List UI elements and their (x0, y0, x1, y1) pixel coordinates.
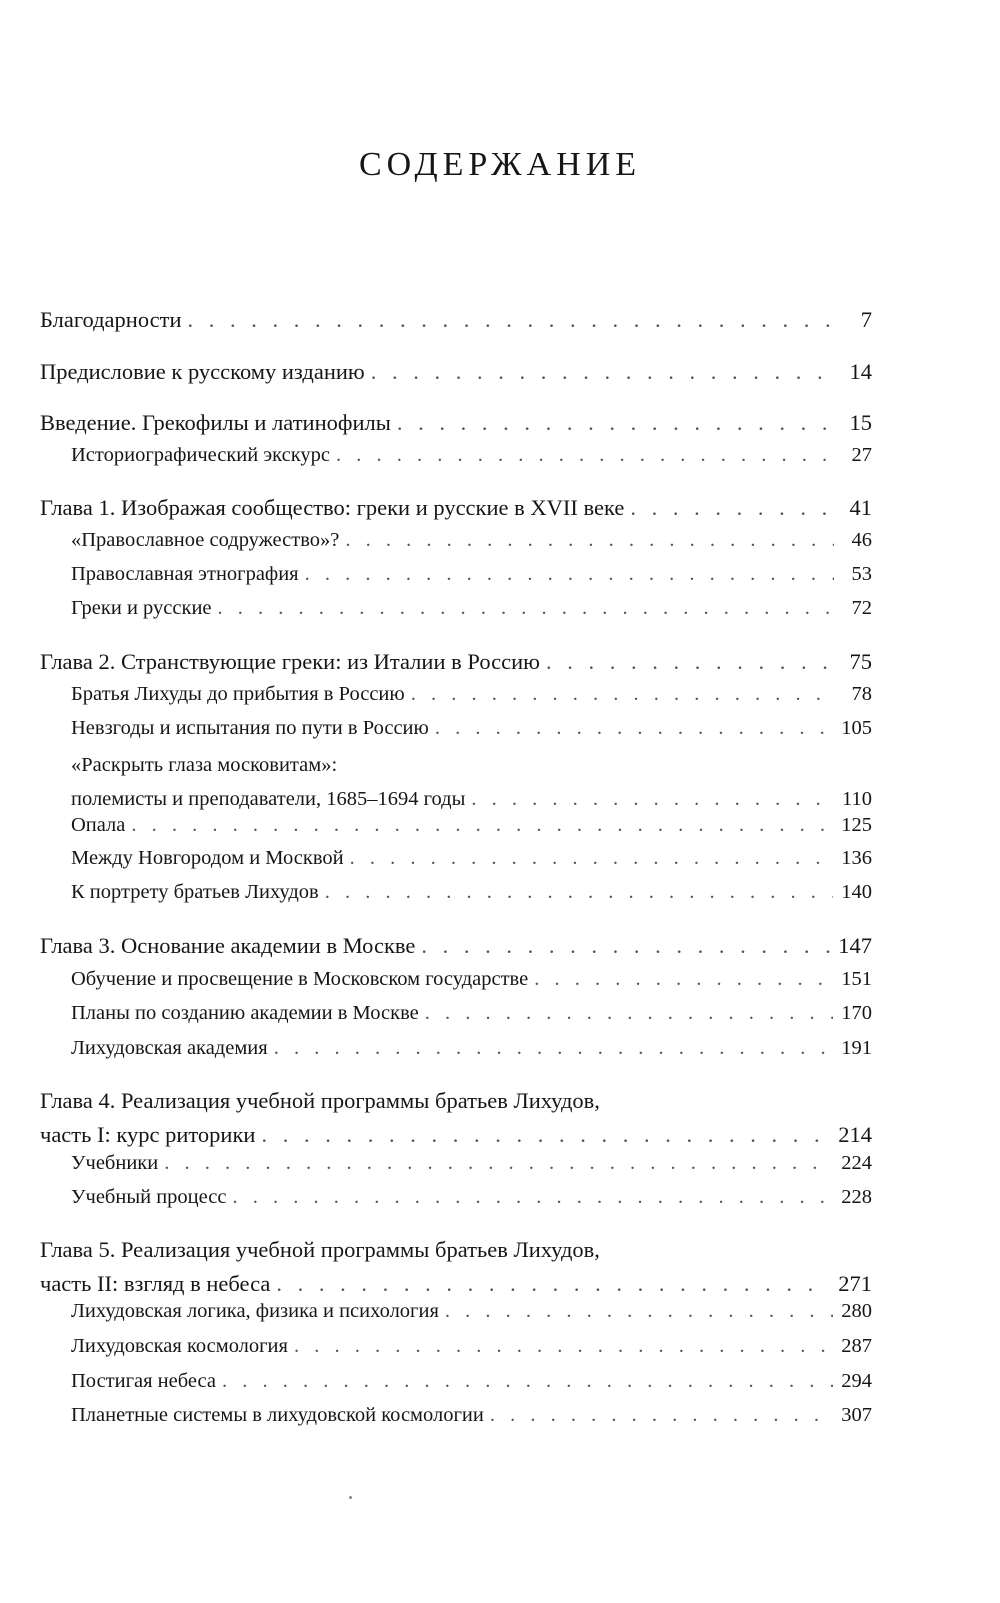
dot-leader (164, 1146, 833, 1180)
toc-entry-title: Греки и русские (71, 597, 212, 619)
toc-entry-title-line1: Глава 4. Реализация учебной программы братьев Лихудов, (40, 1088, 600, 1113)
toc-entry-title: часть I: курс риторики (40, 1122, 256, 1147)
toc-page-number: 140 (841, 881, 872, 903)
toc-entry-title: Лихудовская логика, физика и психология (71, 1300, 439, 1322)
toc-subentry (71, 438, 872, 472)
toc-page-number: 271 (838, 1271, 872, 1296)
dot-leader (435, 711, 833, 745)
toc-entry (40, 929, 872, 963)
toc-page-number: 14 (849, 359, 872, 384)
toc-entry-title: Учебный процесс (71, 1186, 227, 1208)
toc-subentry (71, 1180, 872, 1214)
dot-leader (222, 1364, 833, 1398)
toc-entry (40, 1084, 872, 1152)
toc-entry (40, 406, 872, 440)
dot-leader (425, 996, 834, 1030)
toc-entry-title: Планы по созданию академии в Москве (71, 1002, 419, 1024)
toc-subentry (71, 1146, 872, 1180)
dot-leader (534, 962, 833, 996)
toc-page-number: 228 (841, 1186, 872, 1208)
toc-page-number: 7 (860, 307, 872, 332)
toc-entry (40, 355, 872, 389)
toc-subentry (71, 1031, 872, 1065)
dot-leader (336, 438, 834, 472)
toc-subentry (71, 591, 872, 625)
toc-entry (40, 491, 872, 525)
toc-page-number: 170 (841, 1002, 872, 1024)
toc-page-number: 151 (841, 968, 872, 990)
toc-page-number: 136 (841, 847, 872, 869)
toc-subentry (71, 962, 872, 996)
dot-leader (546, 645, 834, 679)
toc-page-number: 105 (841, 717, 872, 739)
dot-leader (490, 1398, 833, 1432)
toc-page-number: 191 (841, 1037, 872, 1059)
toc-entry-title: Невзгоды и испытания по пути в Россию (71, 717, 429, 739)
toc-entry-title: Введение. Грекофилы и латинофилы (40, 410, 391, 435)
toc-entry-title: Глава 2. Странствующие греки: из Италии в Россию (40, 649, 540, 674)
toc-entry (40, 1233, 872, 1301)
toc-entry-title: Лихудовская космология (71, 1335, 288, 1357)
dot-leader (294, 1329, 833, 1363)
toc-entry-title: Глава 3. Основание академии в Москве (40, 933, 416, 958)
toc-page-number: 280 (841, 1300, 872, 1322)
dot-leader (630, 491, 834, 525)
toc-page-number: 294 (841, 1370, 872, 1392)
toc-entry-title: Опала (71, 814, 126, 836)
toc-entry-title: Планетные системы в лихудовской космологии (71, 1404, 484, 1426)
toc-subentry (71, 1329, 872, 1363)
dot-leader (274, 1031, 834, 1065)
toc-page-number: 287 (841, 1335, 872, 1357)
toc-subentry (71, 808, 872, 842)
toc-subentry (71, 875, 872, 909)
toc-subentry (71, 1294, 872, 1328)
toc-entry-title: Глава 1. Изображая сообщество: греки и русские в XVII веке (40, 495, 625, 520)
toc-page-number: 125 (841, 814, 872, 836)
toc-page-number: 307 (841, 1404, 872, 1426)
toc-page-number: 53 (851, 563, 872, 585)
toc-entry (40, 303, 872, 337)
toc-entry-title: Православная этнография (71, 563, 299, 585)
toc-subentry (71, 748, 872, 816)
toc-entry-title: часть II: взгляд в небеса (40, 1271, 271, 1296)
toc-entry-title: Обучение и просвещение в Московском государстве (71, 968, 529, 990)
toc-entry-title: Благодарности (40, 307, 182, 332)
dot-leader (345, 523, 834, 557)
dot-leader (445, 1294, 833, 1328)
toc-subentry (71, 1398, 872, 1432)
dot-leader (421, 929, 830, 963)
dot-leader (232, 1180, 833, 1214)
dot-leader (188, 303, 834, 337)
toc-subentry (71, 711, 872, 745)
toc-title: СОДЕРЖАНИЕ (358, 146, 642, 183)
toc-subentry (71, 557, 872, 591)
toc-page-number: 15 (849, 410, 872, 435)
toc-page-number: 110 (842, 788, 872, 810)
toc-subentry (71, 841, 872, 875)
toc-page-number: 27 (851, 444, 872, 466)
dot-leader (218, 591, 834, 625)
toc-subentry (71, 677, 872, 711)
toc-entry-title-line1: Глава 5. Реализация учебной программы братьев Лихудов, (40, 1237, 600, 1262)
dot-leader (411, 677, 834, 711)
toc-page-number: 41 (849, 495, 872, 520)
toc-entry-title: Предисловие к русскому изданию (40, 359, 365, 384)
toc-entry-title: К портрету братьев Лихудов (71, 881, 319, 903)
dot-leader (305, 557, 834, 591)
print-speck (349, 1496, 352, 1499)
toc-subentry (71, 1364, 872, 1398)
toc-entry-title: Учебники (71, 1152, 159, 1174)
toc-page-number: 78 (851, 683, 872, 705)
toc-entry-title: Постигая небеса (71, 1370, 216, 1392)
toc-subentry (71, 523, 872, 557)
dot-leader (131, 808, 833, 842)
dot-leader (350, 841, 834, 875)
toc-entry-title: «Православное содружество»? (71, 529, 340, 551)
toc-page-number: 75 (849, 649, 872, 674)
toc-page-number: 72 (851, 597, 872, 619)
dot-leader (397, 406, 834, 440)
toc-entry-title-line1: «Раскрыть глаза московитам»: (71, 754, 338, 776)
toc-entry-title: Лихудовская академия (71, 1037, 268, 1059)
toc-entry-title: полемисты и преподаватели, 1685–1694 годы (71, 788, 466, 810)
toc-page-number: 224 (841, 1152, 872, 1174)
toc-subentry (71, 996, 872, 1030)
toc-entry-title: Историографический экскурс (71, 444, 330, 466)
toc-page-number: 214 (838, 1122, 872, 1147)
toc-entry-title: Братья Лихуды до прибытия в Россию (71, 683, 405, 705)
toc-page-number: 147 (838, 933, 872, 958)
toc-page-number: 46 (851, 529, 872, 551)
toc-entry (40, 645, 872, 679)
dot-leader (371, 355, 834, 389)
dot-leader (325, 875, 834, 909)
toc-entry-title: Между Новгородом и Москвой (71, 847, 344, 869)
